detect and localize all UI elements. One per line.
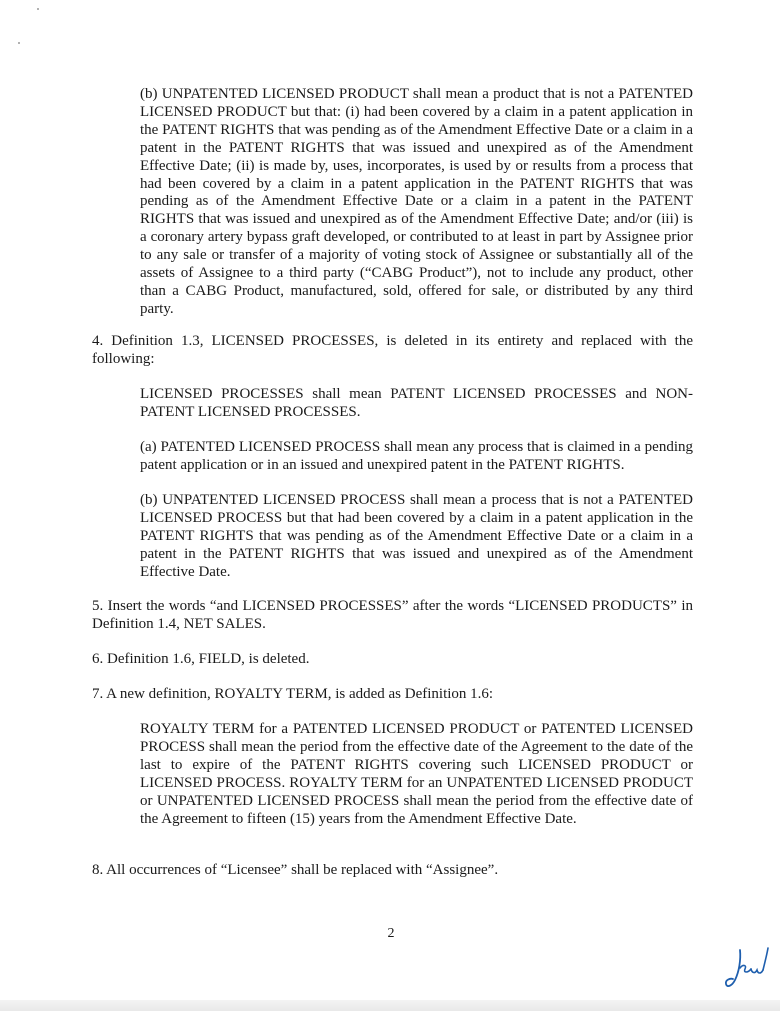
scan-speck (37, 8, 39, 10)
scan-speck (18, 42, 20, 44)
paragraph-royalty-term: ROYALTY TERM for a PATENTED LICENSED PRODUCT or PATENTED LICENSED PROCESS shall mean the period from the effective date of the Agreement to the date of the last to expire of the PATENT RIGHTS covering such LICENSED PRODUCT or LICENSED PROCESS. ROYALTY TERM for an UNPATENTED LICENSED PRODUCT or UNPATENTED LICENSED PROCESS shall mean the period from the effective date of the Agreement to fifteen (15) years from the Amendment Effective Date. (140, 721, 693, 827)
paragraph-licensed-processes: LICENSED PROCESSES shall mean PATENT LICENSED PROCESSES and NON-PATENT LICENSED PROCESSES. (140, 386, 693, 420)
paragraph-item-8: 8. All occurrences of “Licensee” shall be replaced with “Assignee”. (92, 862, 499, 878)
paragraph-patented-licensed-process: (a) PATENTED LICENSED PROCESS shall mean any process that is claimed in a pending patent application or in an issued and unexpired patent in the PATENT RIGHTS. (140, 439, 693, 473)
paragraph-unpatented-licensed-product: (b) UNPATENTED LICENSED PRODUCT shall mean a product that is not a PATENTED LICENSED PRODUCT but that: (i) had been covered by a claim in a patent application in the PATENT RIGHTS that was pending as of the Amendment Effective Date or a claim in a patent in the PATENT RIGHTS that was issued and unexpired as of the Amendment Effective Date; (ii) is made by, uses, incorporates, is used by or results from a process that had been covered by a claim in a patent application in the PATENT RIGHTS that was pending as of the Amendment Effective Date or a claim in a patent in the PATENT RIGHTS that was issued and unexpired as of the Amendment Effective Date; and/or (iii) is a coronary artery bypass graft developed, or contributed to at least in part by Assignee prior to any sale or transfer of a majority of voting stock of Assignee or substantially all of the assets of Assignee to a third party (“CABG Product”), not to include any product, other than a CABG Product, manufactured, sold, offered for sale, or distributed by any third party. (140, 86, 693, 317)
paragraph-item-4: 4. Definition 1.3, LICENSED PROCESSES, is deleted in its entirety and replaced with the following: (92, 333, 693, 367)
page-number: 2 (387, 926, 395, 941)
paragraph-item-7: 7. A new definition, ROYALTY TERM, is added as Definition 1.6: (92, 686, 494, 702)
paragraph-item-5: 5. Insert the words “and LICENSED PROCESSES” after the words “LICENSED PRODUCTS” in Definition 1.4, NET SALES. (92, 598, 693, 632)
paragraph-item-6: 6. Definition 1.6, FIELD, is deleted. (92, 651, 310, 667)
scan-bottom-edge (0, 1000, 780, 1011)
handwritten-initials (724, 942, 772, 994)
paragraph-unpatented-licensed-process: (b) UNPATENTED LICENSED PROCESS shall mean a process that is not a PATENTED LICENSED PROCESS but that had been covered by a claim in a patent application in the PATENT RIGHTS that was pending as of the Amendment Effective Date or a claim in a patent in the PATENT RIGHTS that was issued and unexpired as of the Amendment Effective Date. (140, 492, 693, 580)
